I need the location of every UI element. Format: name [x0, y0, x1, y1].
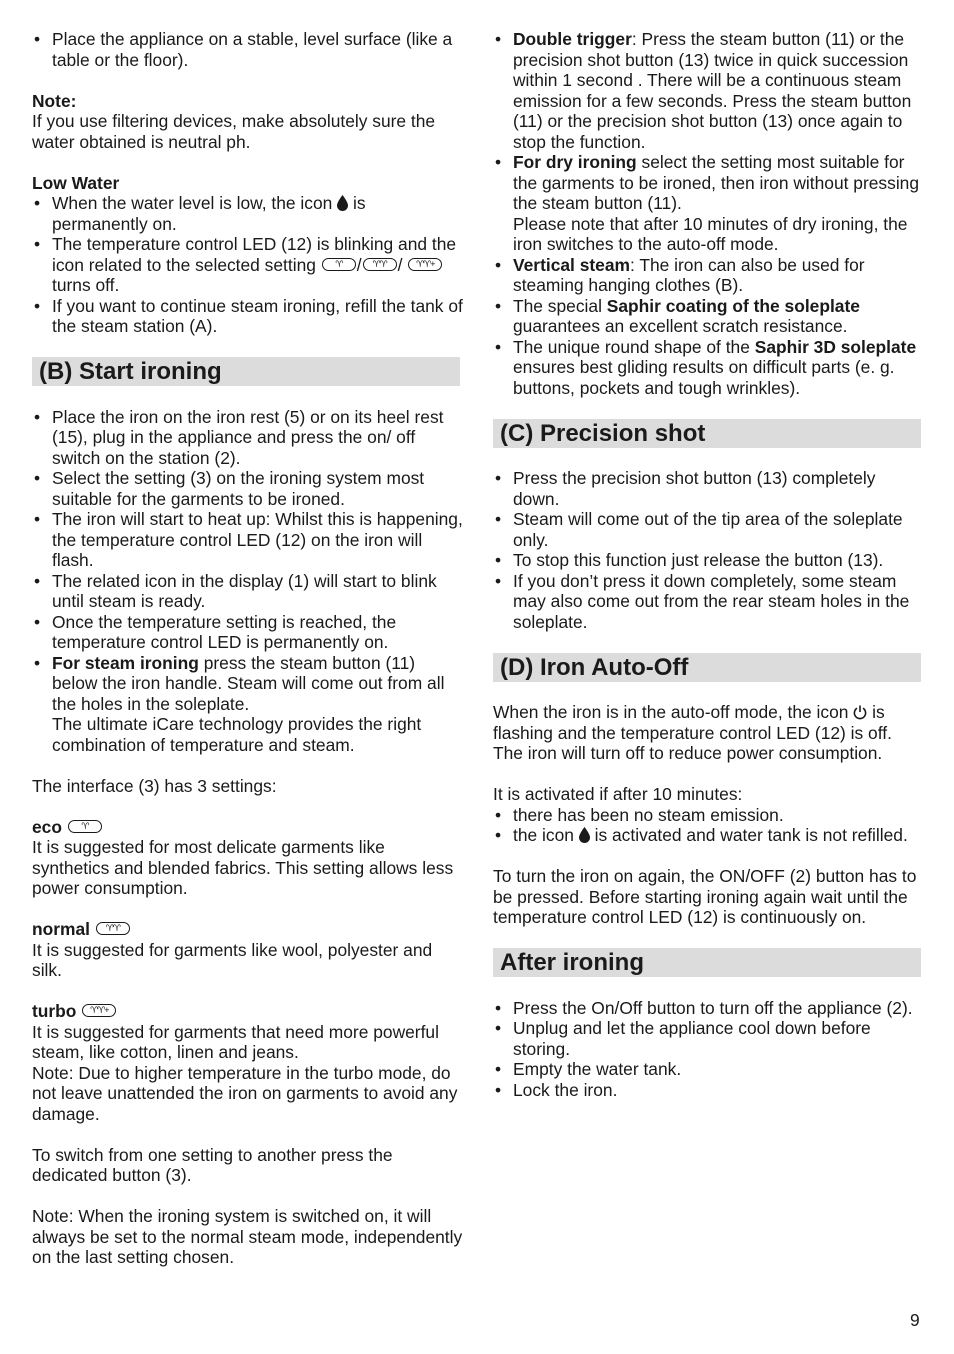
list-item: • The iron will start to heat up: Whilst this is happening, the temperature control LED (12) on the iron will flash. — [32, 509, 464, 571]
right-column — [493, 29, 925, 1100]
features-list — [493, 29, 925, 398]
list-item: • there has been no steam emission. — [493, 805, 925, 826]
auto-off-condition: It is activated if after 10 minutes: — [493, 784, 743, 804]
note-text: If you use filtering devices, make absolutely sure the water obtained is neutral ph. — [32, 111, 436, 152]
left-column — [32, 29, 464, 1268]
normal-text: It is suggested for garments like wool, polyester and silk. — [32, 939, 433, 980]
list-item: • Unplug and let the appliance cool down before storing. — [493, 1018, 925, 1059]
water-drop-icon — [579, 827, 590, 843]
after-ironing-list — [493, 998, 925, 1101]
list-item: • Lock the iron. — [493, 1080, 925, 1101]
list-item: • To stop this function just release the button (13). — [493, 550, 925, 571]
final-note: Note: When the ironing system is switched on, it will always be set to the normal steam mode, independently on the last setting chosen. — [32, 1206, 463, 1267]
turbo-setting-icon: ♈♈+ — [82, 1004, 116, 1017]
list-item: • Press the precision shot button (13) completely down. — [493, 468, 925, 509]
power-icon — [853, 705, 867, 720]
normal-heading: normal ♈♈ — [32, 919, 464, 940]
list-item: • The temperature control LED (12) is blinking and the icon related to the selected setting ♈ / ♈♈ / ♈♈+ turns off. — [32, 234, 464, 296]
switch-text: To switch from one setting to another press the dedicated button (3). — [32, 1144, 393, 1185]
list-item: • Select the setting (3) on the ironing system most suitable for the garments to be ironed. — [32, 468, 464, 509]
section-title-after-ironing: After ironing — [493, 948, 921, 977]
page-number: 9 — [910, 1310, 920, 1330]
list-item: • the icon is activated and water tank is not refilled. — [493, 825, 925, 846]
turbo-setting-icon: ♈♈+ — [408, 258, 442, 271]
list-item: • Place the iron on the iron rest (5) or on its heel rest (15), plug in the appliance and press the on/ off switch on the station (2). — [32, 407, 464, 469]
turbo-heading: turbo ♈♈+ — [32, 1001, 464, 1022]
turbo-text: It is suggested for garments that need more powerful steam, like cotton, linen and jeans. — [32, 1021, 439, 1062]
eco-heading: eco ♈ — [32, 817, 464, 838]
water-drop-icon — [337, 195, 348, 211]
eco-text: It is suggested for most delicate garments like synthetics and blended fabrics. This setting allows less power consumption. — [32, 837, 454, 898]
list-item: • Double trigger: Press the steam button (11) or the precision shot button (13) twice in quick succession within 1 second . There will be a continuous steam emission for a few seconds. Press the steam button (11) or the precision shot button (13) once again to stop the function. — [493, 29, 925, 152]
normal-setting-icon: ♈♈ — [363, 258, 397, 271]
list-item: • For dry ironing select the setting most suitable for the garments to be ironed, then iron without pressing the steam button (11). Please note that after 10 minutes of dry ironing, the iron switches to the auto-off mode. — [493, 152, 925, 255]
list-item: • Vertical steam: The iron can also be used for steaming hanging clothes (B). — [493, 255, 925, 296]
turbo-note: Note: Due to higher temperature in the turbo mode, do not leave unattended the iron on garments to avoid any damage. — [32, 1062, 458, 1124]
section-title-start-ironing: (B) Start ironing — [32, 357, 460, 386]
normal-setting-icon: ♈♈ — [96, 922, 130, 935]
list-item: • For steam ironing press the steam button (11) below the iron handle. Steam will come out from all the holes in the soleplate. The ultimate iCare technology provides the right combination of temperature and steam. — [32, 653, 464, 756]
list-item: • Empty the water tank. — [493, 1059, 925, 1080]
eco-setting-icon: ♈ — [68, 820, 102, 833]
note-heading: Note: — [32, 90, 77, 111]
list-item: • Press the On/Off button to turn off the appliance (2). — [493, 998, 925, 1019]
list-item: • Steam will come out of the tip area of the soleplate only. — [493, 509, 925, 550]
list-item: • The special Saphir coating of the soleplate guarantees an excellent scratch resistance. — [493, 296, 925, 337]
low-water-heading: Low Water — [32, 172, 120, 193]
start-ironing-list — [32, 407, 464, 756]
intro-list — [32, 29, 464, 70]
list-item: • If you want to continue steam ironing, refill the tank of the steam station (A). — [32, 296, 464, 337]
section-title-auto-off: (D) Iron Auto-Off — [493, 653, 921, 682]
low-water-list — [32, 193, 464, 337]
section-title-precision-shot: (C) Precision shot — [493, 419, 921, 448]
list-item: • When the water level is low, the icon is permanently on. — [32, 193, 464, 234]
list-item: • If you don’t press it down completely, some steam may also come out from the rear steam holes in the soleplate. — [493, 571, 925, 633]
auto-off-restart: To turn the iron on again, the ON/OFF (2) button has to be pressed. Before starting ironing again wait until the temperature control LED (12) is continuously on. — [493, 866, 917, 927]
eco-setting-icon: ♈ — [322, 258, 356, 271]
list-item: • The unique round shape of the Saphir 3D soleplate ensures best gliding results on difficult parts (e. g. buttons, pockets and tough wrinkles). — [493, 337, 925, 399]
interface-text: The interface (3) has 3 settings: — [32, 775, 277, 796]
auto-off-paragraph: When the iron is in the auto-off mode, the icon is flashing and the temperature control LED (12) is off. The iron will turn off to reduce power consumption. — [493, 702, 892, 763]
precision-shot-list — [493, 468, 925, 632]
list-item: • The related icon in the display (1) will start to blink until steam is ready. — [32, 571, 464, 612]
list-item: • Place the appliance on a stable, level surface (like a table or the floor). — [32, 29, 464, 70]
auto-off-list — [493, 805, 925, 846]
list-item: • Once the temperature setting is reached, the temperature control LED is permanently on. — [32, 612, 464, 653]
